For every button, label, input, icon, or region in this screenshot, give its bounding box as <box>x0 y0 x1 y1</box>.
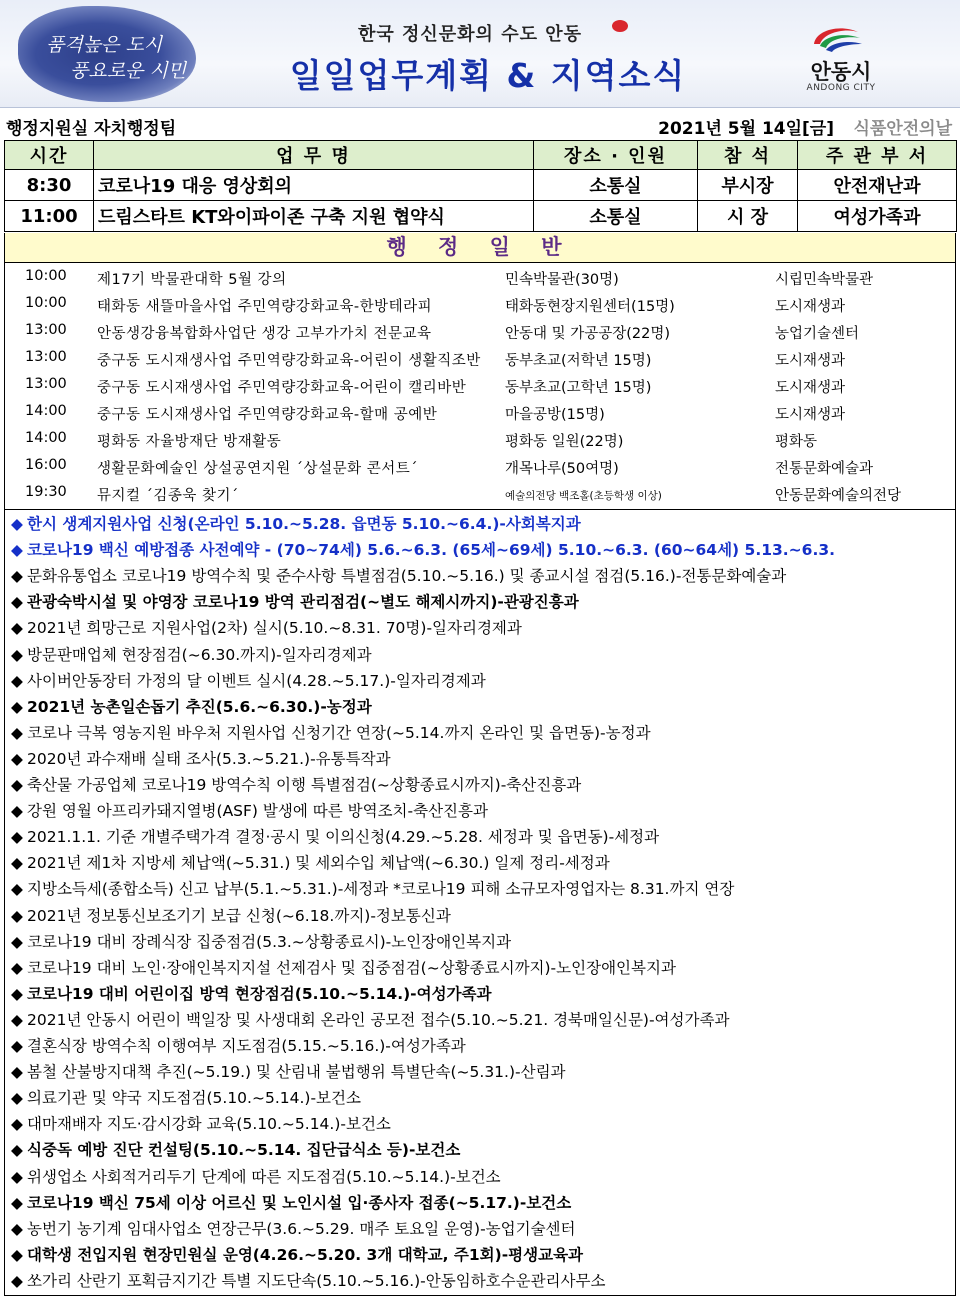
notice-text: 방문판매업체 현장점검(~6.30.까지)-일자리경제과 <box>27 645 372 664</box>
slogan-line-1: 품격높은 도시 <box>46 34 163 56</box>
notice-text: 코로나19 백신 예방접종 사전예약 - (70~74세) 5.6.~6.3. (65세~69세) 5.10.~6.3. (60~64세) 5.13.~6.3. <box>27 541 836 560</box>
notice-text: 코로나19 대비 장례식장 집중점검(5.3.~상황종료시)-노인장애인복지과 <box>27 932 512 951</box>
column-header: 참 석 <box>698 141 798 170</box>
notice-item <box>5 694 953 720</box>
list-item <box>5 426 953 453</box>
diamond-bullet-icon: ◆ <box>11 1089 23 1108</box>
admin-time: 19:30 <box>25 484 67 500</box>
notice-text: 코로나19 대비 노인·장애인복지지설 선제검사 및 집중점검(~상황종료시까지)-노인장애인복지과 <box>27 958 676 977</box>
diamond-bullet-icon: ◆ <box>11 828 23 847</box>
notice-item <box>5 772 953 798</box>
notice-text: 2021년 정보통신보조기기 보급 신청(~6.18.까지)-정보통신과 <box>27 906 451 925</box>
diamond-bullet-icon: ◆ <box>11 697 23 716</box>
notice-text: 대마재배자 지도·감시강화 교육(5.10.~5.14.)-보건소 <box>27 1115 391 1134</box>
diamond-bullet-icon: ◆ <box>11 749 23 768</box>
city-logo-icon <box>810 24 864 54</box>
notice-text: 위생업소 사회적거리두기 단계에 따른 지도점검(5.10.~5.14.)-보건소 <box>27 1167 501 1186</box>
diamond-bullet-icon: ◆ <box>11 619 23 638</box>
notice-text: 의료기관 및 약국 지도점검(5.10.~5.14.)-보건소 <box>27 1089 361 1108</box>
column-header: 장소 · 인원 <box>534 141 698 170</box>
notice-text: 코로나19 백신 75세 이상 어르신 및 노인시설 입·종사자 접종(~5.17.)-보건소 <box>27 1193 572 1212</box>
list-item <box>5 480 953 507</box>
diamond-bullet-icon: ◆ <box>11 1115 23 1134</box>
notice-item <box>5 642 953 668</box>
notice-item <box>5 955 953 981</box>
admin-dept: 농업기술센터 <box>775 326 860 342</box>
schedule-attend: 부시장 <box>698 170 798 201</box>
schedule-time: 8:30 <box>5 170 94 201</box>
diamond-bullet-icon: ◆ <box>11 541 23 560</box>
tagline-badge-icon <box>612 20 628 32</box>
diamond-bullet-icon: ◆ <box>11 802 23 821</box>
admin-time: 13:00 <box>25 322 67 338</box>
notice-item <box>5 903 953 929</box>
diamond-bullet-icon: ◆ <box>11 1010 23 1029</box>
notice-item <box>5 1242 953 1268</box>
notice-item <box>5 876 953 902</box>
column-header: 시간 <box>5 141 94 170</box>
admin-place: 평화동 일원(22명) <box>505 434 624 450</box>
schedule-place: 소통실 <box>534 170 698 201</box>
notice-text: 2021년 농촌일손돕기 추진(5.6.~6.30.)-농정과 <box>27 697 372 716</box>
diamond-bullet-icon: ◆ <box>11 906 23 925</box>
diamond-bullet-icon: ◆ <box>11 1271 23 1290</box>
admin-place: 태화동현장지원센터(15명) <box>505 299 675 315</box>
diamond-bullet-icon: ◆ <box>11 1037 23 1055</box>
admin-dept: 평화동 <box>775 434 818 450</box>
admin-time: 13:00 <box>25 376 67 392</box>
diamond-bullet-icon: ◆ <box>11 932 23 951</box>
notice-item <box>5 615 953 641</box>
notice-item <box>5 511 953 537</box>
admin-place: 안동대 및 가공공장(22명) <box>505 326 671 342</box>
diamond-bullet-icon: ◆ <box>11 854 23 873</box>
notice-text: 2021년 제1차 지방세 체납액(~5.31.) 및 세외수입 체납액(~6.30.) 일제 정리-세정과 <box>27 854 610 873</box>
notice-list <box>4 510 956 1296</box>
diamond-bullet-icon: ◆ <box>11 515 23 533</box>
notice-text: 봄철 산불방지대책 추진(~5.19.) 및 산림내 불법행위 특별단속(~5.31.)-산림과 <box>27 1063 566 1082</box>
notice-item <box>5 824 953 850</box>
tagline: 한국 정신문화의 수도 안동 <box>357 24 583 45</box>
notice-item <box>5 563 953 589</box>
notice-item <box>5 1007 953 1033</box>
notice-item <box>5 1111 953 1137</box>
notice-text: 지방소득세(종합소득) 신고 납부(5.1.~5.31.)-세정과 *코로나19 피해 소규모자영업자는 8.31.까지 연장 <box>27 880 735 899</box>
notice-text: 결혼식장 방역수칙 이행여부 지도점검(5.15.~5.16.)-여성가족과 <box>27 1037 466 1055</box>
schedule-table <box>4 140 957 232</box>
admin-time: 14:00 <box>25 403 67 419</box>
notice-text: 식중독 예방 진단 컨설팅(5.10.~5.14. 집단급식소 등)-보건소 <box>27 1141 461 1160</box>
diamond-bullet-icon: ◆ <box>11 880 23 899</box>
notice-item <box>5 668 953 694</box>
header-banner <box>0 0 960 108</box>
admin-time: 10:00 <box>25 268 67 284</box>
diamond-bullet-icon: ◆ <box>11 567 23 586</box>
diamond-bullet-icon: ◆ <box>11 1167 23 1186</box>
notice-text: 문화유통업소 코로나19 방역수칙 및 준수사항 특별점검(5.10.~5.16.) 및 종교시설 점검(5.16.)-전통문화예술과 <box>27 567 787 586</box>
admin-dept: 안동문화예술의전당 <box>775 488 902 504</box>
notice-item <box>5 929 953 955</box>
list-item <box>5 264 953 291</box>
department-label: 행정지원실 자치행정팀 <box>6 119 177 139</box>
admin-dept: 도시재생과 <box>775 299 846 315</box>
admin-name: 생활문화예술인 상설공연지원 ´상설문화 콘서트´ <box>97 461 418 477</box>
list-item <box>5 318 953 345</box>
admin-time: 14:00 <box>25 430 67 446</box>
admin-dept: 도시재생과 <box>775 353 846 369</box>
notice-item <box>5 746 953 772</box>
notice-item <box>5 1268 953 1294</box>
diamond-bullet-icon: ◆ <box>11 671 23 690</box>
diamond-bullet-icon: ◆ <box>11 958 23 977</box>
notice-item <box>5 1059 953 1085</box>
admin-place: 예술의전당 백조홀(초등학생 이상) <box>505 490 662 502</box>
notice-item <box>5 589 953 615</box>
admin-dept: 전통문화예술과 <box>775 461 874 477</box>
admin-time: 16:00 <box>25 457 67 473</box>
notice-text: 코로나19 대비 어린이집 방역 현장점검(5.10.~5.14.)-여성가족과 <box>27 984 492 1003</box>
diamond-bullet-icon: ◆ <box>11 984 23 1003</box>
admin-name: 태화동 새뜰마을사업 주민역량강화교육-한방테라피 <box>97 299 433 315</box>
notice-text: 2021년 안동시 어린이 백일장 및 사생대회 온라인 공모전 접수(5.10.~5.21. 경북매일신문)-여성가족과 <box>27 1010 730 1029</box>
admin-list <box>4 263 956 510</box>
notice-text: 축산물 가공업체 코로나19 방역수칙 이행 특별점검(~상황종료시까지)-축산진흥과 <box>27 776 582 794</box>
diamond-bullet-icon: ◆ <box>11 776 23 794</box>
admin-time: 10:00 <box>25 295 67 311</box>
notice-text: 한시 생계지원사업 신청(온라인 5.10.~5.28. 읍면동 5.10.~6.4.)-사회복지과 <box>27 515 581 533</box>
column-header: 업 무 명 <box>94 141 534 170</box>
notice-text: 농번기 농기계 임대사업소 연장근무(3.6.~5.29. 매주 토요일 운영)-농업기술센터 <box>27 1219 576 1238</box>
notice-text: 2021년 희망근로 지원사업(2차) 실시(5.10.~8.31. 70명)-일자리경제과 <box>27 619 522 638</box>
notice-item <box>5 537 953 563</box>
notice-item <box>5 720 953 746</box>
column-header: 주 관 부 서 <box>798 141 957 170</box>
schedule-attend: 시 장 <box>698 201 798 232</box>
admin-dept: 시립민속박물관 <box>775 272 874 288</box>
admin-name: 중구동 도시재생사업 주민역량강화교육-어린이 생활직조반 <box>97 353 481 369</box>
city-name: 안동시 <box>810 60 872 84</box>
admin-name: 중구동 도시재생사업 주민역량강화교육-어린이 캘리바반 <box>97 380 467 396</box>
page-title: 일일업무계획 & 지역소식 <box>289 56 687 95</box>
schedule-dept: 여성가족과 <box>798 201 957 232</box>
list-item <box>5 453 953 480</box>
notice-text: 2021.1.1. 기준 개별주택가격 결정·공시 및 이의신청(4.29.~5.28. 세정과 및 읍면동)-세정과 <box>27 828 660 847</box>
schedule-name: 코로나19 대응 영상회의 <box>94 170 534 201</box>
admin-name: 뮤지컬 ´김종욱 찾기´ <box>97 488 239 504</box>
admin-place: 민속박물관(30명) <box>505 272 619 288</box>
notice-item <box>5 1085 953 1111</box>
notice-item <box>5 1164 953 1190</box>
admin-place: 개목나루(50여명) <box>505 461 619 477</box>
notice-item <box>5 1190 953 1216</box>
admin-dept: 도시재생과 <box>775 380 846 396</box>
admin-place: 마을공방(15명) <box>505 407 605 423</box>
date-label: 2021년 5월 14일[금] <box>658 119 834 139</box>
notice-item <box>5 1216 953 1242</box>
list-item <box>5 291 953 318</box>
notice-item <box>5 1033 953 1059</box>
schedule-name: 드림스타트 KT와이파이존 구축 지원 협약식 <box>94 201 534 232</box>
notice-text: 강원 영월 아프리카돼지열병(ASF) 발생에 따른 방역조치-축산진흥과 <box>27 802 488 821</box>
diamond-bullet-icon: ◆ <box>11 723 23 742</box>
table-row <box>5 201 957 232</box>
date-bar <box>0 110 960 140</box>
diamond-bullet-icon: ◆ <box>11 1193 23 1212</box>
admin-place: 동부초교(저학년 15명) <box>505 353 652 369</box>
schedule-time: 11:00 <box>5 201 94 232</box>
diamond-bullet-icon: ◆ <box>11 1219 23 1238</box>
slogan-emblem <box>18 6 196 102</box>
notice-item <box>5 798 953 824</box>
list-item <box>5 399 953 426</box>
day-note: 식품안전의날 <box>853 119 952 139</box>
notice-text: 대학생 전입지원 현장민원실 운영(4.26.~5.20. 3개 대학교, 주1회)-평생교육과 <box>27 1245 584 1264</box>
admin-name: 중구동 도시재생사업 주민역량강화교육-할매 공예반 <box>97 407 438 423</box>
notice-text: 사이버안동장터 가정의 달 이벤트 실시(4.28.~5.17.)-일자리경제과 <box>27 671 486 690</box>
notice-text: 쏘가리 산란기 포획금지기간 특별 지도단속(5.10.~5.16.)-안동임하호수운관리사무소 <box>27 1271 606 1290</box>
notice-item <box>5 850 953 876</box>
list-item <box>5 345 953 372</box>
diamond-bullet-icon: ◆ <box>11 1245 23 1264</box>
diamond-bullet-icon: ◆ <box>11 1141 23 1160</box>
table-row <box>5 170 957 201</box>
admin-time: 13:00 <box>25 349 67 365</box>
admin-place: 동부초교(고학년 15명) <box>505 380 652 396</box>
schedule-header-row <box>5 141 957 170</box>
list-item <box>5 372 953 399</box>
schedule-place: 소통실 <box>534 201 698 232</box>
slogan-line-2: 풍요로운 시민 <box>70 60 187 82</box>
diamond-bullet-icon: ◆ <box>11 1063 23 1082</box>
diamond-bullet-icon: ◆ <box>11 645 23 664</box>
notice-item <box>5 1137 953 1163</box>
admin-name: 제17기 박물관대학 5월 강의 <box>97 272 287 288</box>
notice-text: 2020년 과수재배 실태 조사(5.3.~5.21.)-유통특작과 <box>27 749 391 768</box>
admin-name: 평화동 자율방재단 방재활동 <box>97 434 282 450</box>
city-name-en: ANDONG CITY <box>806 83 876 93</box>
notice-text: 코로나 극복 영농지원 바우처 지원사업 신청기간 연장(~5.14.까지 온라인 및 읍면동)-농정과 <box>27 723 651 742</box>
notice-item <box>5 981 953 1007</box>
admin-section-title: 행 정 일 반 <box>4 233 956 263</box>
admin-dept: 도시재생과 <box>775 407 846 423</box>
diamond-bullet-icon: ◆ <box>11 593 23 612</box>
notice-text: 관광숙박시설 및 야영장 코로나19 방역 관리점검(~별도 해제시까지)-관광진흥과 <box>27 593 579 612</box>
admin-name: 안동생강융복합화사업단 생강 고부가가치 전문교육 <box>97 326 432 342</box>
schedule-dept: 안전재난과 <box>798 170 957 201</box>
